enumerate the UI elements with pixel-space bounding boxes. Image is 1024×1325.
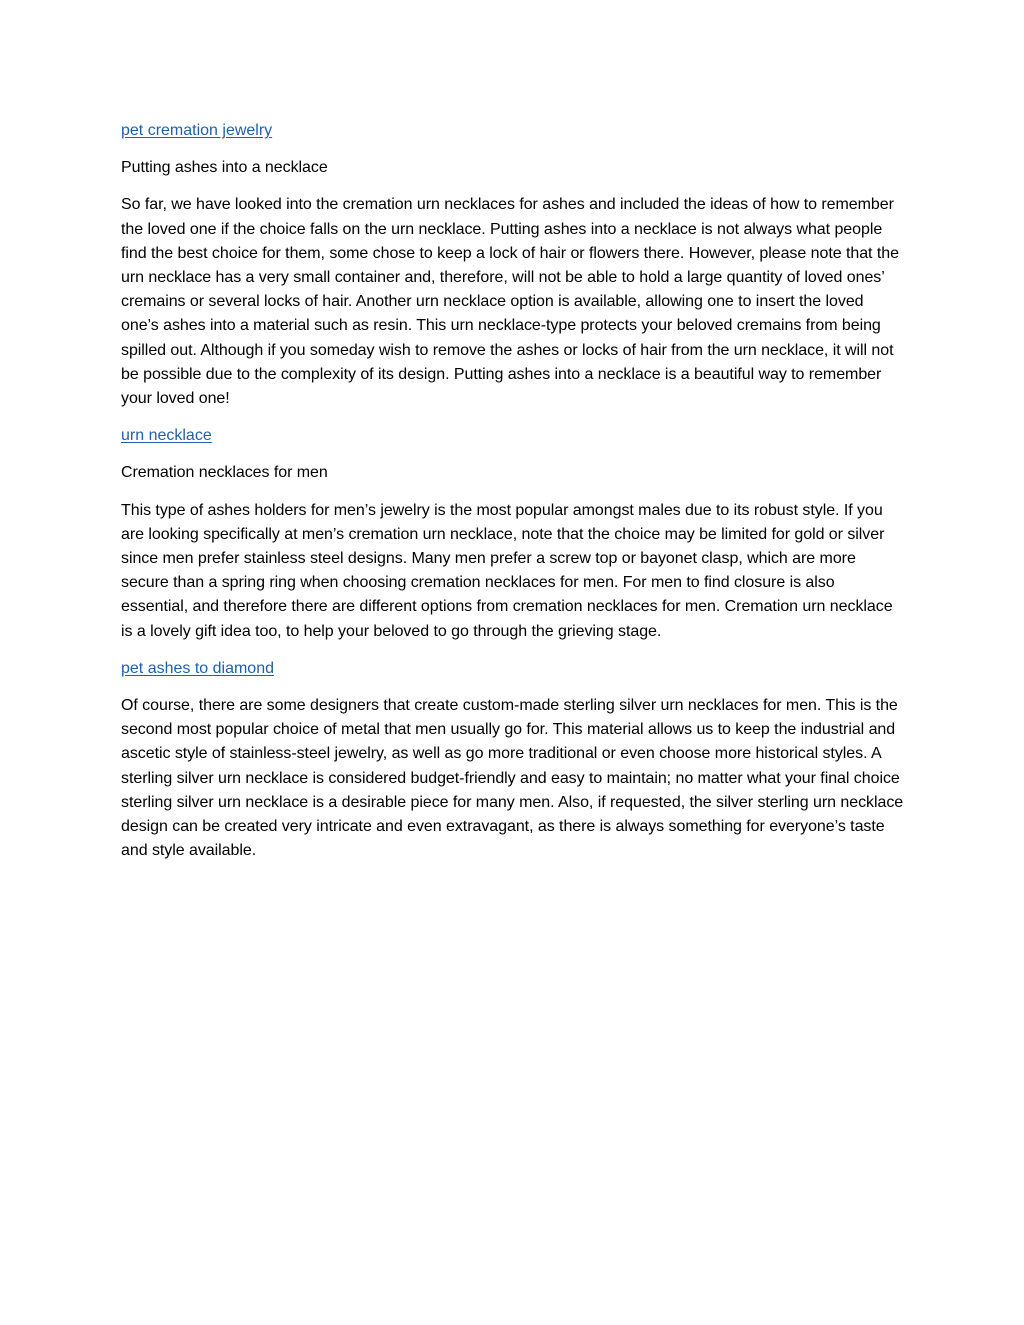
paragraph-3: Of course, there are some designers that create custom-made sterling silver urn necklaces for men. This is the second most popular choice of metal that men usually go for. This material allows us to keep the industrial and ascetic style of stainless-steel jewelry, as well as go more traditional or even choose more historical styles. A sterling silver urn necklace is considered budget-friendly and easy to maintain; no matter what your final choice sterling silver urn necklace is a desirable piece for many men. Also, if requested, the silver sterling urn necklace design can be created very intricate and even extravagant, as there is always something for everyone’s taste and style available. [121,697,904,860]
link-line-3 [121,657,905,681]
pet-ashes-to-diamond-link[interactable]: pet ashes to diamond [121,659,274,677]
paragraph-1: So far, we have looked into the cremation urn necklaces for ashes and included the ideas of how to remember the loved one if the choice falls on the urn necklace. Putting ashes into a necklace is not always what people find the best choice for them, some chose to keep a lock of hair or flowers there. However, please note that the urn necklace has a very small container and, therefore, will not be able to hold a large quantity of loved ones’ cremains or several locks of hair. Another urn necklace option is available, allowing one to insert the loved one’s ashes into a material such as resin. This urn necklace-type protects your beloved cremains from being spilled out. Although if you someday wish to remove the ashes or locks of hair from the urn necklace, it will not be possible due to the complexity of its design. Putting ashes into a necklace is a beautiful way to remember your loved one! [121,196,899,408]
link-line-2 [121,424,905,448]
urn-necklace-link[interactable]: urn necklace [121,427,212,445]
section-heading-2: Cremation necklaces for men [121,464,328,482]
paragraph-2: This type of ashes holders for men’s jewelry is the most popular amongst males due to its robust style. If you are looking specifically at men’s cremation urn necklace, note that the choice may be limited for gold or silver since men prefer stainless steel designs. Many men prefer a screw top or bayonet clasp, which are more secure than a spring ring when choosing cremation necklaces for men. For men to find closure is also essential, and therefore there are different options from cremation necklaces for men. Cremation urn necklace is a lovely gift idea too, to help your beloved to go through the grieving stage. [121,501,893,640]
section-heading-1: Putting ashes into a necklace [121,159,328,177]
pet-cremation-jewelry-link[interactable]: pet cremation jewelry [121,122,273,139]
link-line-1 [121,119,905,143]
document-body [121,119,905,876]
